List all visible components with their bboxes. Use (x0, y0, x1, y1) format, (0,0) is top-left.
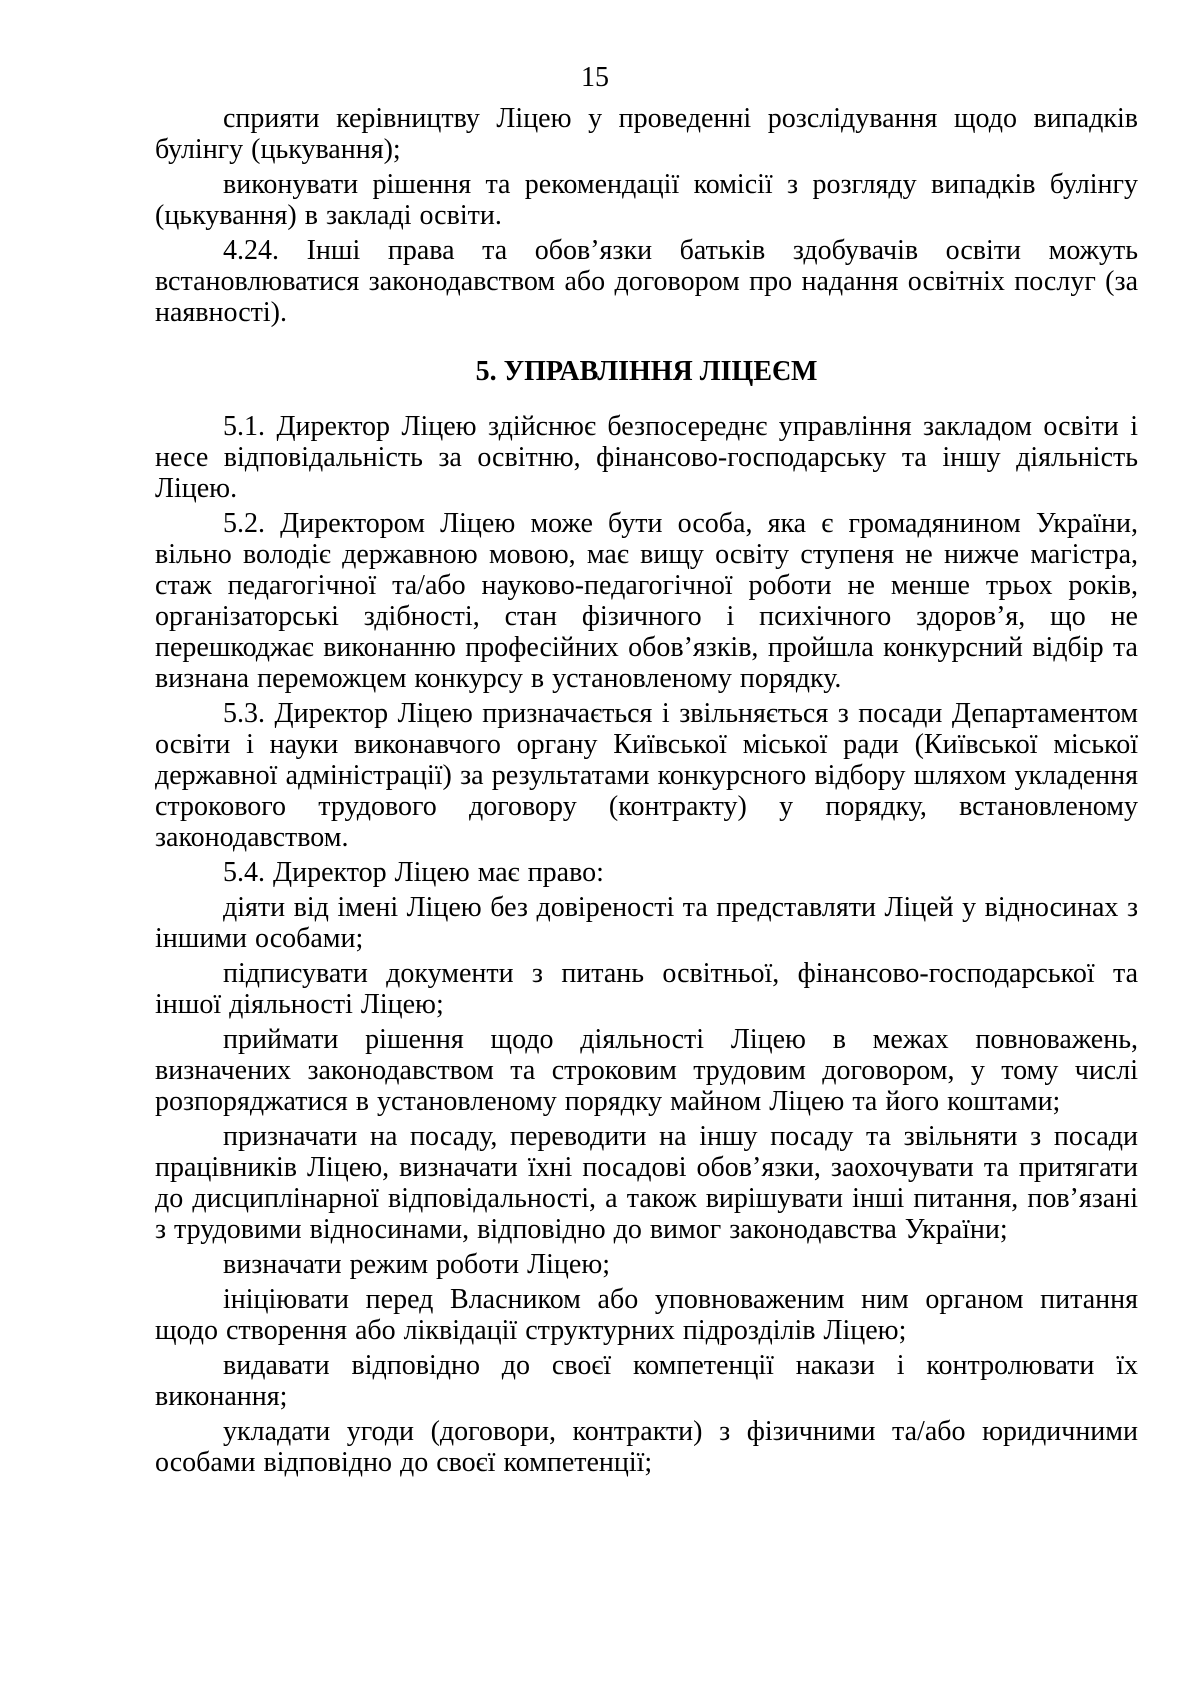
paragraph-5-4-item-issue-orders: видавати відповідно до своєї компетенції накази і контролювати їх виконання; (155, 1350, 1138, 1412)
page-number: 15 (581, 62, 609, 93)
paragraph-5-4-item-make-decisions: приймати рішення щодо діяльності Ліцею в межах повноважень, визначених законодавством та строковим трудовим договором, у тому числі розпоряджатися в установленому порядку майном Ліцею та його коштами; (155, 1024, 1138, 1117)
paragraph-5-4: 5.4. Директор Ліцею має право: (223, 857, 604, 888)
paragraph-5-4-item-conclude-agreements: укладати угоди (договори, контракти) з фізичними та/або юридичними особами відповідно до своєї компетенції; (155, 1416, 1138, 1478)
section-heading-management: 5. УПРАВЛІННЯ ЛІЦЕЄМ (475, 356, 818, 387)
paragraph-5-1: 5.1. Директор Ліцею здійснює безпосереднє управління закладом освіти і несе відповідальність за освітню, фінансово-господарську та іншу діяльність Ліцею. (155, 411, 1138, 504)
paragraph-5-4-item-act-on-behalf: діяти від імені Ліцею без довіреності та представляти Ліцей у відносинах з іншими особами; (155, 892, 1138, 954)
paragraph-5-4-item-appoint-staff: призначати на посаду, переводити на іншу посаду та звільняти з посади працівників Ліцею, визначати їхні посадові обов’язки, заохочувати та притягати до дисциплінарної відповідальності, а також вирішувати інші питання, пов’язані з трудовими відносинами, відповідно до вимог законодавства України; (155, 1121, 1138, 1245)
paragraph-5-3: 5.3. Директор Ліцею призначається і звільняється з посади Департаментом освіти і науки виконавчого органу Київської міської ради (Київської міської державної адміністрації) за результатами конкурсного відбору шляхом укладення строкового трудового договору (контракту) у порядку, встановленому законодавством. (155, 698, 1138, 853)
paragraph-bullying-assist: сприяти керівництву Ліцею у проведенні розслідування щодо випадків булінгу (цькування); (155, 103, 1138, 165)
paragraph-bullying-decisions: виконувати рішення та рекомендації комісії з розгляду випадків булінгу (цькування) в закладі освіти. (155, 169, 1138, 231)
paragraph-4-24: 4.24. Інші права та обов’язки батьків здобувачів освіти можуть встановлюватися законодавством або договором про надання освітніх послуг (за наявності). (155, 235, 1138, 328)
paragraph-5-4-item-work-schedule: визначати режим роботи Ліцею; (223, 1249, 611, 1280)
paragraph-5-4-item-sign-documents: підписувати документи з питань освітньої, фінансово-господарської та іншої діяльності Ліцею; (155, 958, 1138, 1020)
paragraph-5-4-item-initiate-units: ініціювати перед Власником або уповноваженим ним органом питання щодо створення або ліквідації структурних підрозділів Ліцею; (155, 1284, 1138, 1346)
paragraph-5-2: 5.2. Директором Ліцею може бути особа, яка є громадянином України, вільно володіє державною мовою, має вищу освіту ступеня не нижче магістра, стаж педагогічної та/або науково-педагогічної роботи не менше трьох років, організаторські здібності, стан фізичного і психічного здоров’я, що не перешкоджає виконанню професійних обов’язків, пройшла конкурсний відбір та визнана переможцем конкурсу в установленому порядку. (155, 508, 1138, 694)
